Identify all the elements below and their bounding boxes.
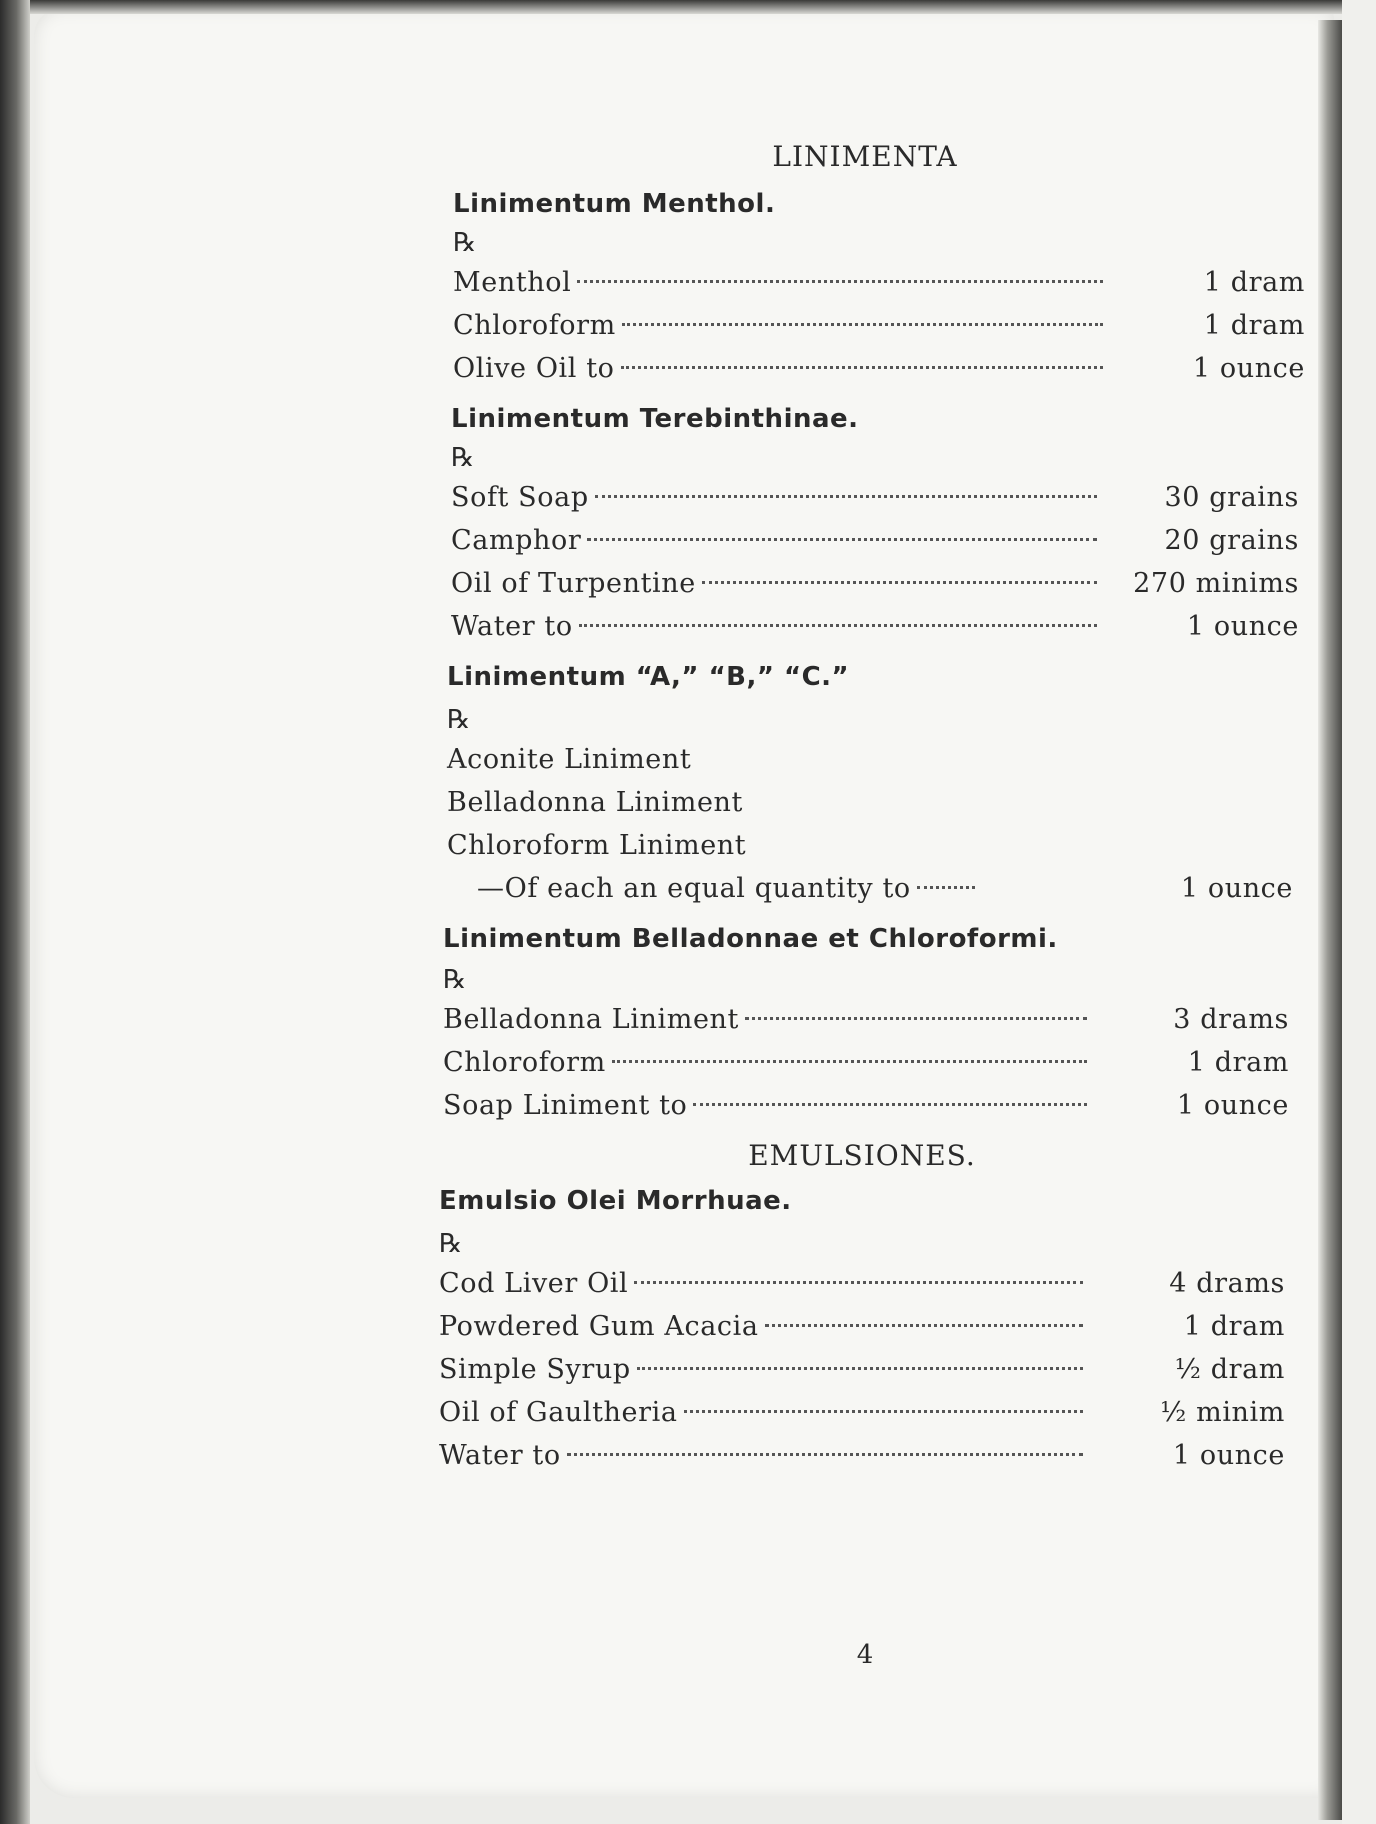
ingredient-amount: 1 dram (1203, 267, 1305, 298)
ingredient-row (451, 476, 1299, 519)
recipe-title: Linimentum “A,” “B,” “C.” (447, 662, 850, 692)
ingredient-row (443, 998, 1289, 1041)
dot-leader (637, 1367, 1083, 1370)
ingredient-row (453, 347, 1305, 390)
ingredient-name: Powdered Gum Acacia (439, 1311, 759, 1342)
ingredient-amount: 1 dram (1203, 310, 1305, 341)
ingredient-row (439, 1434, 1285, 1477)
rx-symbol: ℞ (443, 965, 467, 995)
dot-leader (612, 1060, 1087, 1063)
recipe-title: Linimentum Belladonnae et Chloroformi. (443, 924, 1058, 954)
ingredient-name: Chloroform (443, 1047, 606, 1078)
ingredient-amount: 20 grains (1164, 525, 1299, 556)
rx-symbol: ℞ (451, 443, 475, 473)
ingredient-row (439, 1305, 1285, 1348)
emulsions-section (439, 1139, 1285, 1477)
recipe-title: Linimentum Terebinthinae. (451, 404, 859, 434)
ingredient-name: Belladonna Liniment (443, 1004, 739, 1035)
page-right-edge (1318, 20, 1342, 1820)
recipe-title: Linimentum Menthol. (453, 189, 776, 219)
ingredient-amount: 4 drams (1169, 1268, 1285, 1299)
emulsions-heading: EMULSIONES. (748, 1139, 976, 1172)
ingredient-amount: ½ minim (1160, 1397, 1285, 1428)
ingredient-name: Soap Liniment to (443, 1090, 688, 1121)
ingredient-name: Water to (439, 1440, 561, 1471)
ingredient-amount: 1 ounce (1176, 1090, 1289, 1121)
recipe-title: Emulsio Olei Morrhuae. (439, 1186, 792, 1216)
ingredient-amount: 1 ounce (1192, 353, 1305, 384)
ingredient-row (451, 562, 1299, 605)
ingredient-row (443, 1041, 1289, 1084)
page-heading: LINIMENTA (772, 140, 958, 173)
ingredient-name: Oil of Gaultheria (439, 1397, 678, 1428)
ingredient-name: Belladonna Liniment (447, 787, 743, 818)
ingredient-amount: 1 dram (1183, 1311, 1285, 1342)
dot-leader (579, 624, 1097, 627)
ingredient-row (447, 738, 1293, 781)
dot-leader (622, 323, 1103, 326)
ingredient-row (439, 1262, 1285, 1305)
rx-symbol: ℞ (447, 705, 471, 735)
ingredient-row (447, 867, 1293, 910)
ingredient-name: Chloroform (453, 310, 616, 341)
ingredient-row (453, 261, 1305, 304)
ingredient-amount: 1 ounce (1180, 873, 1293, 904)
ingredient-row (443, 1084, 1289, 1127)
ingredient-row (447, 824, 1293, 867)
recipe-linimentum-terebinthinae (451, 404, 1299, 648)
dot-leader (567, 1453, 1083, 1456)
ingredient-row (453, 304, 1305, 347)
ingredient-amount: 3 drams (1173, 1004, 1289, 1035)
dot-leader (917, 886, 975, 889)
dot-leader (577, 280, 1103, 283)
dot-leader (702, 581, 1097, 584)
page-content (425, 140, 1305, 1670)
recipe-linimentum-menthol (453, 189, 1305, 390)
dot-leader (684, 1410, 1083, 1413)
recipe-linimentum-abc (447, 662, 1293, 910)
ingredient-row (447, 781, 1293, 824)
ingredient-name: Simple Syrup (439, 1354, 631, 1385)
ingredient-name: Water to (451, 611, 573, 642)
ingredient-amount: 270 minims (1133, 568, 1299, 599)
ingredient-row (439, 1348, 1285, 1391)
recipe-linimentum-belladonnae (443, 924, 1289, 1127)
dot-leader (693, 1103, 1087, 1106)
book-spine-edge (0, 0, 30, 1824)
rx-symbol: ℞ (439, 1229, 463, 1259)
ingredient-name: Menthol (453, 267, 572, 298)
page-number: 4 (856, 1640, 874, 1670)
rx-symbol: ℞ (453, 228, 477, 258)
ingredient-amount: 1 dram (1187, 1047, 1289, 1078)
ingredient-row (451, 519, 1299, 562)
ingredient-amount: 1 ounce (1186, 611, 1299, 642)
dot-leader (745, 1017, 1087, 1020)
dot-leader (765, 1324, 1083, 1327)
ingredient-name: Chloroform Liniment (447, 830, 747, 861)
ingredient-row (451, 605, 1299, 648)
ingredient-name: —Of each an equal quantity to (477, 873, 911, 904)
ingredient-name: Soft Soap (451, 482, 589, 513)
dot-leader (587, 538, 1097, 541)
dot-leader (595, 495, 1097, 498)
dot-leader (634, 1281, 1083, 1284)
ingredient-row (439, 1391, 1285, 1434)
ingredient-name: Camphor (451, 525, 582, 556)
ingredient-amount: 1 ounce (1172, 1440, 1285, 1471)
ingredient-name: Cod Liver Oil (439, 1268, 629, 1299)
scan-margin-right (1342, 0, 1376, 1824)
ingredient-name: Aconite Liniment (447, 744, 692, 775)
ingredient-amount: ½ dram (1174, 1354, 1285, 1385)
ingredient-name: Oil of Turpentine (451, 568, 696, 599)
page-top-edge (0, 0, 1376, 14)
ingredient-amount: 30 grains (1164, 482, 1299, 513)
dot-leader (621, 366, 1103, 369)
ingredient-name: Olive Oil to (453, 353, 615, 384)
